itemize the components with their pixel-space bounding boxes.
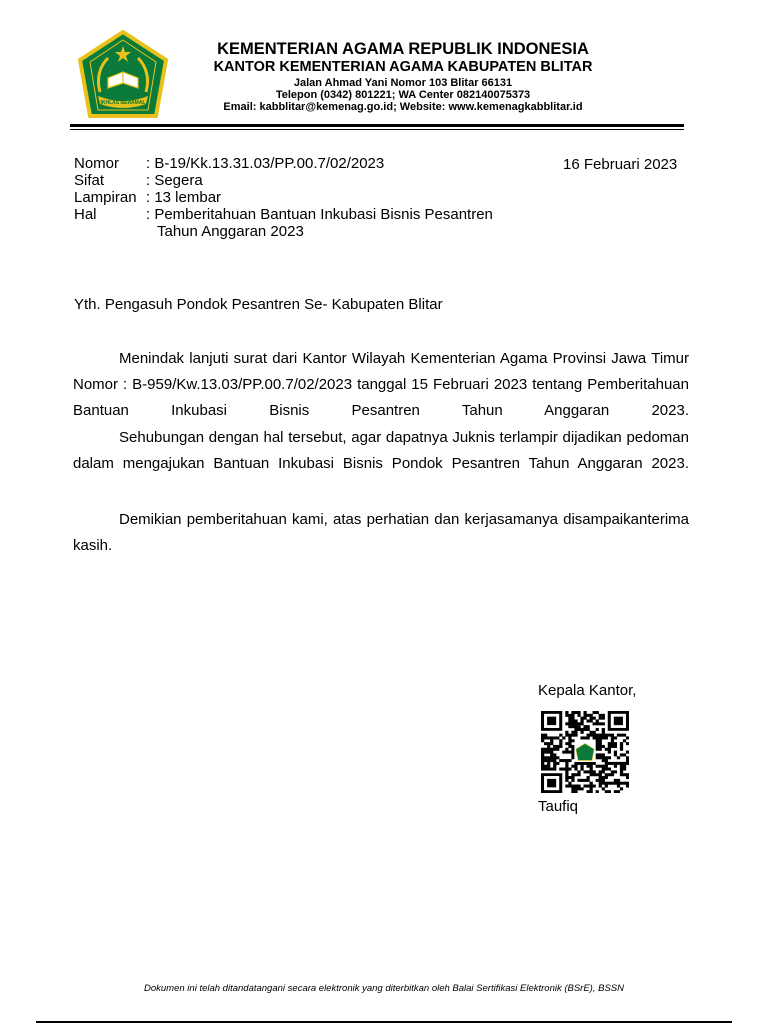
office-phone: Telepon (0342) 801221; WA Center 082140075373 (275, 89, 531, 101)
body-paragraph-2: Sehubungan dengan hal tersebut, agar dapatnya Juknis terlampir dijadikan pedoman dalam mengajukan Bantuan Inkubasi Bisnis Pondok Pesantren Tahun Anggaran 2023. (73, 429, 689, 472)
office-name: KANTOR KEMENTERIAN AGAMA KABUPATEN BLITAR (213, 59, 593, 75)
signature-title: Kepala Kantor, (538, 682, 637, 699)
letterhead-divider-thin (70, 129, 684, 130)
addressee: Yth. Pengasuh Pondok Pesantren Se- Kabupaten Blitar (74, 296, 443, 313)
body-paragraph-3: Demikian pemberitahuan kami, atas perhatian dan kerjasamanya disampaikanterima kasih. (73, 511, 689, 554)
field-lampiran-label: Lampiran (74, 189, 137, 206)
body-paragraph-1: Menindak lanjuti surat dari Kantor Wilayah Kementerian Agama Provinsi Jawa Timur Nomor : B-959/Kw.13.03/PP.00.7/02/2023 tanggal 15 Februari 2023 tentang Pemberitahuan Bantuan Inkubasi Bisnis Pesantren Tahun Anggaran 2023. (73, 350, 689, 419)
office-contact: Email: kabblitar@kemenag.go.id; Website: www.kemenagkabblitar.id (223, 101, 583, 113)
field-hal-label: Hal (74, 206, 97, 223)
office-address: Jalan Ahmad Yani Nomor 103 Blitar 66131 (293, 77, 513, 89)
field-lampiran-value: : 13 lembar (146, 189, 222, 206)
field-sifat-label: Sifat (74, 172, 105, 189)
field-nomor-value: : B-19/Kk.13.31.03/PP.00.7/02/2023 (146, 155, 385, 172)
footer-divider (36, 1021, 732, 1023)
kemenag-logo-icon (76, 30, 170, 120)
field-hal-continuation: Tahun Anggaran 2023 (157, 223, 304, 240)
letterhead-divider (70, 124, 684, 127)
letter-date: 16 Februari 2023 (563, 156, 678, 173)
ministry-name: KEMENTERIAN AGAMA REPUBLIK INDONESIA (217, 40, 589, 58)
qr-code-signature (541, 711, 629, 793)
logo-motto: IKHLAS BERAMAL (100, 100, 146, 106)
footer-note: Dokumen ini telah ditandatangani secara elektronik yang diterbitkan oleh Balai Sertifikasi Elektronik (BSrE), BSSN (144, 983, 624, 994)
field-nomor-label: Nomor (74, 155, 120, 172)
field-sifat-value: : Segera (146, 172, 203, 189)
field-hal-value: : Pemberitahuan Bantuan Inkubasi Bisnis Pesantren (146, 206, 493, 223)
signature-name: Taufiq (538, 798, 579, 815)
